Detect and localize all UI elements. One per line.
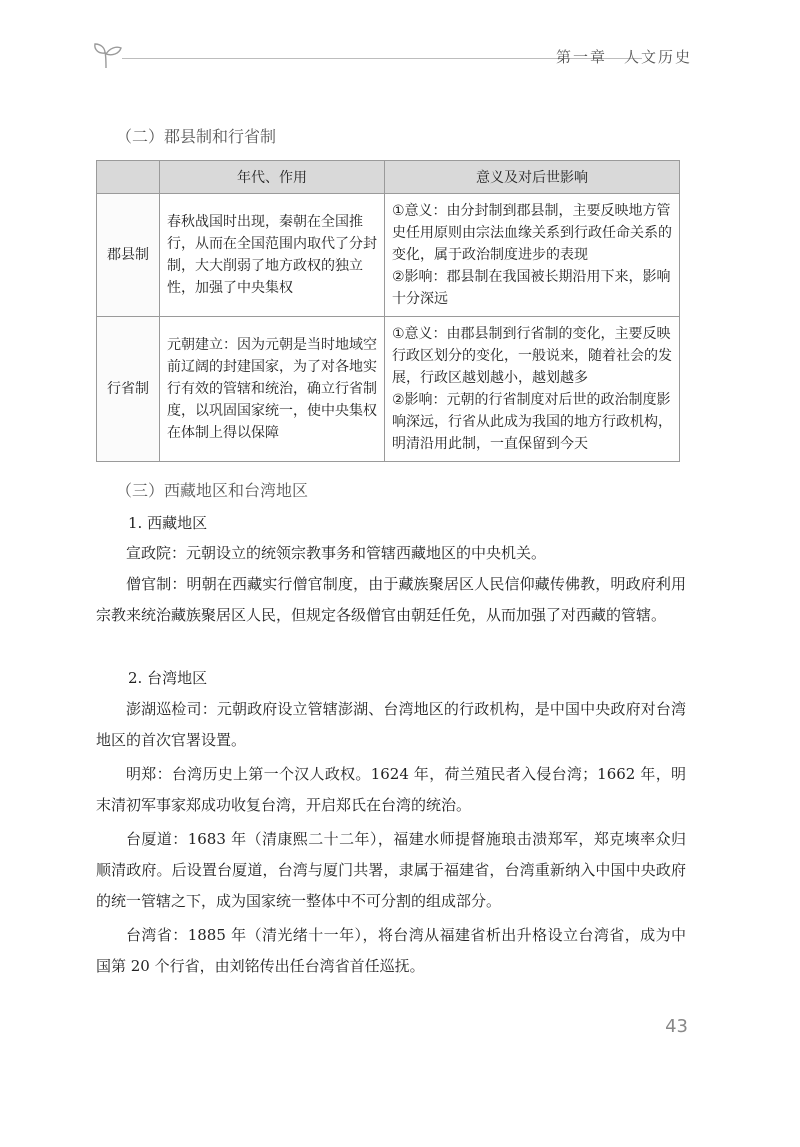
- subheading-tibet: 1. 西藏地区: [128, 514, 208, 532]
- section-heading-three: （三）西藏地区和台湾地区: [116, 481, 309, 500]
- paragraph-text: ：1885 年（清光绪十一年），将台湾从福建省析出升格设立台湾省，成为中国第 20 个行省，由刘铭传出任台湾省首任巡抚。: [96, 926, 686, 975]
- paragraph-term: 台湾省: [126, 926, 173, 944]
- comparison-table: [96, 160, 680, 462]
- chapter-title: 第一章 人文历史: [555, 48, 692, 66]
- table-header-row: [97, 161, 680, 194]
- row-meaning: ①意义：由郡县制到行省制的变化，主要反映行政区划分的变化，一般说来，随着社会的发展，行政区越划越小，越划越多: [392, 326, 672, 386]
- paragraph: [96, 569, 686, 631]
- row-meaning-cell: [385, 194, 680, 317]
- row-impact: ②影响：郡县制在我国被长期沿用下来，影响十分深远: [392, 269, 671, 307]
- paragraph-term: 宣政院: [126, 544, 172, 562]
- paragraph-term: 明郑: [126, 765, 157, 783]
- page-header: [92, 40, 702, 76]
- row-era: 元朝建立：因为元朝是当时地域空前辽阔的封建国家，为了对各地实行有效的管辖和统治，确立行省制度，以巩固国家统一，使中央集权在体制上得以保障: [160, 317, 385, 462]
- paragraph-term: 僧官制: [126, 575, 172, 593]
- paragraph-text: ：元朝政府设立管辖澎湖、台湾地区的行政机构，是中国中央政府对台湾地区的首次官署设置。: [96, 700, 686, 749]
- table-row: [97, 317, 680, 462]
- table-row: [97, 194, 680, 317]
- table-header-era: 年代、作用: [160, 161, 385, 194]
- row-meaning-cell: [385, 317, 680, 462]
- paragraph-term: 澎湖巡检司: [126, 700, 202, 718]
- table-header-meaning: 意义及对后世影响: [385, 161, 680, 194]
- paragraph-text: ：元朝设立的统领宗教事务和管辖西藏地区的中央机关。: [171, 544, 547, 562]
- subheading-taiwan: 2. 台湾地区: [128, 669, 208, 687]
- row-impact: ②影响：元朝的行省制度对后世的政治制度影响深远，行省从此成为我国的地方行政机构，明清沿用此制，一直保留到今天: [392, 392, 672, 452]
- section-heading-two: （二）郡县制和行省制: [116, 127, 277, 146]
- paragraph-text: ：明朝在西藏实行僧官制度，由于藏族聚居区人民信仰藏传佛教，明政府利用宗教来统治藏族聚居区人民，但规定各级僧官由朝廷任免，从而加强了对西藏的管辖。: [96, 575, 686, 624]
- paragraph: [96, 824, 686, 917]
- paragraph-term: 台厦道: [126, 830, 173, 848]
- row-meaning: ①意义：由分封制到郡县制，主要反映地方管史任用原则由宗法血缘关系到行政任命关系的变化，属于政治制度进步的表现: [392, 203, 672, 263]
- paragraph-text: ：台湾历史上第一个汉人政权。1624 年，荷兰殖民者入侵台湾；1662 年，明末清初军事家郑成功收复台湾，开启郑氏在台湾的统治。: [96, 765, 686, 814]
- row-era: 春秋战国时出现，秦朝在全国推行，从而在全国范围内取代了分封制，大大削弱了地方政权的独立性，加强了中央集权: [160, 194, 385, 317]
- paragraph: [96, 538, 686, 569]
- row-name: 行省制: [97, 317, 160, 462]
- paragraph: [96, 759, 686, 821]
- paragraph: [96, 694, 686, 756]
- table-header-empty: [97, 161, 160, 194]
- sprout-icon: [92, 40, 126, 70]
- paragraph: [96, 920, 686, 982]
- page-number: 43: [665, 1016, 688, 1037]
- row-name: 郡县制: [97, 194, 160, 317]
- paragraph-text: ：1683 年（清康熙二十二年），福建水师提督施琅击溃郑军，郑克塽率众归顺清政府。后设置台厦道，台湾与厦门共署，隶属于福建省，台湾重新纳入中国中央政府的统一管辖之下，成为国家统一整体中不可分割的组成部分。: [96, 830, 686, 910]
